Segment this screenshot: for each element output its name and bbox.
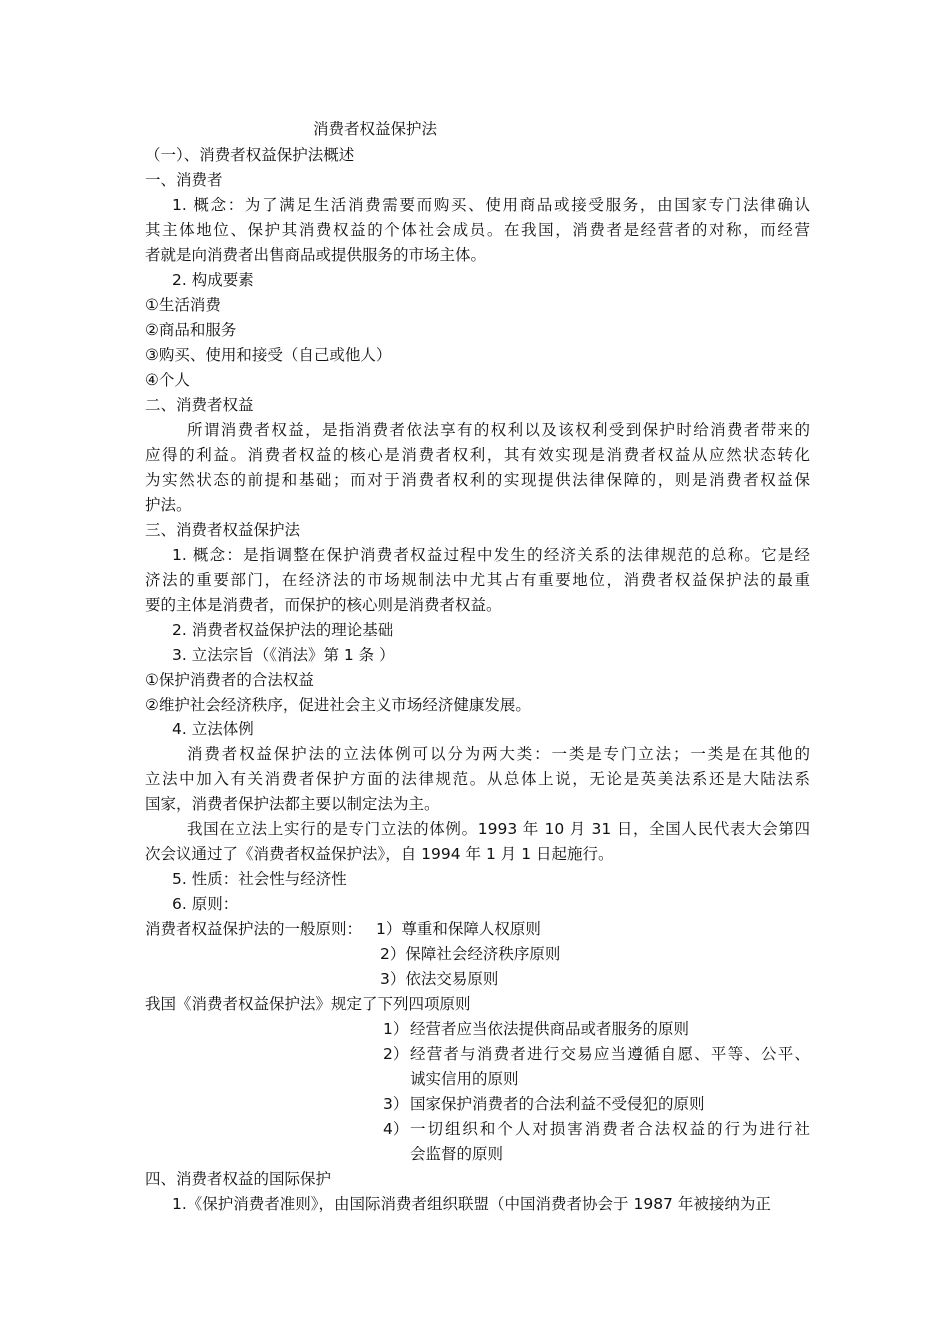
china-principle-2-text-line-1: 经营者与消费者进行交易应当遵循自愿、平等、公平、 <box>410 1045 810 1063</box>
china-principle-3-text: 国家保护消费者的合法利益不受侵犯的原则 <box>410 1095 705 1113</box>
section-heading: （一）、消费者权益保护法概述 <box>145 146 355 164</box>
china-principle-2-number: 2） <box>383 1045 409 1063</box>
general-principle-2: 2）保障社会经济秩序原则 <box>380 945 561 963</box>
china-principles-lead: 我国《消费者权益保护法》规定了下列四项原则 <box>145 995 471 1013</box>
part3-concept-line-3: 要的主体是消费者，而保护的核心则是消费者权益。 <box>145 596 502 614</box>
part3-theory: 2. 消费者权益保护法的理论基础 <box>172 621 394 639</box>
part1-concept-line-3: 者就是向消费者出售商品或提供服务的市场主体。 <box>145 246 487 264</box>
china-principle-4-number: 4） <box>383 1120 409 1138</box>
part2-line-1: 所谓消费者权益，是指消费者依法享有的权利以及该权利受到保护时给消费者带来的 <box>187 421 810 439</box>
part1-concept-line-2: 其主体地位、保护其消费权益的个体社会成员。在我国，消费者是经营者的对称，而经营 <box>145 221 810 239</box>
part3-concept-line-2: 济法的重要部门，在经济法的市场规制法中尤其占有重要地位，消费者权益保护法的最重 <box>145 571 810 589</box>
part1-heading: 一、消费者 <box>145 171 223 189</box>
part3-system-line-2: 立法中加入有关消费者保护方面的法律规范。从总体上说，无论是英美法系还是大陆法系 <box>145 770 810 788</box>
china-principle-4-text-line-2: 会监督的原则 <box>410 1145 504 1163</box>
part3-concept-line-1: 1. 概念：是指调整在保护消费者权益过程中发生的经济关系的法律规范的总称。它是经 <box>172 546 810 564</box>
part1-elements-heading: 2. 构成要素 <box>172 271 254 289</box>
part2-line-3: 为实然状态的前提和基础；而对于消费者权利的实现提供法律保障的，则是消费者权益保 <box>145 471 810 489</box>
part1-concept-line-1: 1. 概念：为了满足生活消费需要而购买、使用商品或接受服务，由国家专门法律确认 <box>172 196 810 214</box>
part1-element-3: ③购买、使用和接受（自己或他人） <box>145 346 392 364</box>
general-principle-3: 3）依法交易原则 <box>380 970 499 988</box>
part2-line-2: 应得的利益。消费者权益的核心是消费者权利，其有效实现是消费者权益从应然状态转化 <box>145 446 810 464</box>
part1-element-1: ①生活消费 <box>145 296 221 314</box>
part1-element-4: ④个人 <box>145 371 190 389</box>
part3-china-line-2: 次会议通过了《消费者权益保护法》，自 1994 年 1 月 1 日起施行。 <box>145 845 614 863</box>
china-principle-2-text-line-2: 诚实信用的原则 <box>410 1070 519 1088</box>
part3-purpose: 3. 立法宗旨（《消法》第 1 条 ） <box>172 646 395 664</box>
china-principle-4-text-line-1: 一切组织和个人对损害消费者合法权益的行为进行社 <box>410 1120 810 1138</box>
part3-system: 4. 立法体例 <box>172 720 254 738</box>
part1-element-2: ②商品和服务 <box>145 321 237 339</box>
part4-heading: 四、消费者权益的国际保护 <box>145 1170 332 1188</box>
part3-purpose-item-1: ①保护消费者的合法权益 <box>145 671 314 689</box>
china-principle-3-number: 3） <box>383 1095 409 1113</box>
china-principle-1-text: 经营者应当依法提供商品或者服务的原则 <box>410 1020 690 1038</box>
part2-heading: 二、消费者权益 <box>145 396 254 414</box>
document-title: 消费者权益保护法 <box>313 120 438 138</box>
part2-line-4: 护法。 <box>145 496 192 514</box>
part3-system-line-3: 国家，消费者保护法都主要以制定法为主。 <box>145 795 440 813</box>
general-principles-lead: 消费者权益保护法的一般原则： <box>145 920 363 938</box>
part3-system-line-1: 消费者权益保护法的立法体例可以分为两大类：一类是专门立法；一类是在其他的 <box>187 745 810 763</box>
part3-nature: 5. 性质：社会性与经济性 <box>172 870 347 888</box>
part3-china-line-1: 我国在立法上实行的是专门立法的体例。1993 年 10 月 31 日，全国人民代表大会第四 <box>187 820 810 838</box>
part3-principles: 6. 原则： <box>172 895 239 913</box>
part4-line-1: 1.《保护消费者准则》，由国际消费者组织联盟（中国消费者协会于 1987 年被接纳为正 <box>172 1195 771 1213</box>
china-principle-1-number: 1） <box>383 1020 409 1038</box>
general-principle-1: 1）尊重和保障人权原则 <box>376 920 541 938</box>
part3-heading: 三、消费者权益保护法 <box>145 521 301 539</box>
part3-purpose-item-2: ②维护社会经济秩序，促进社会主义市场经济健康发展。 <box>145 696 531 714</box>
